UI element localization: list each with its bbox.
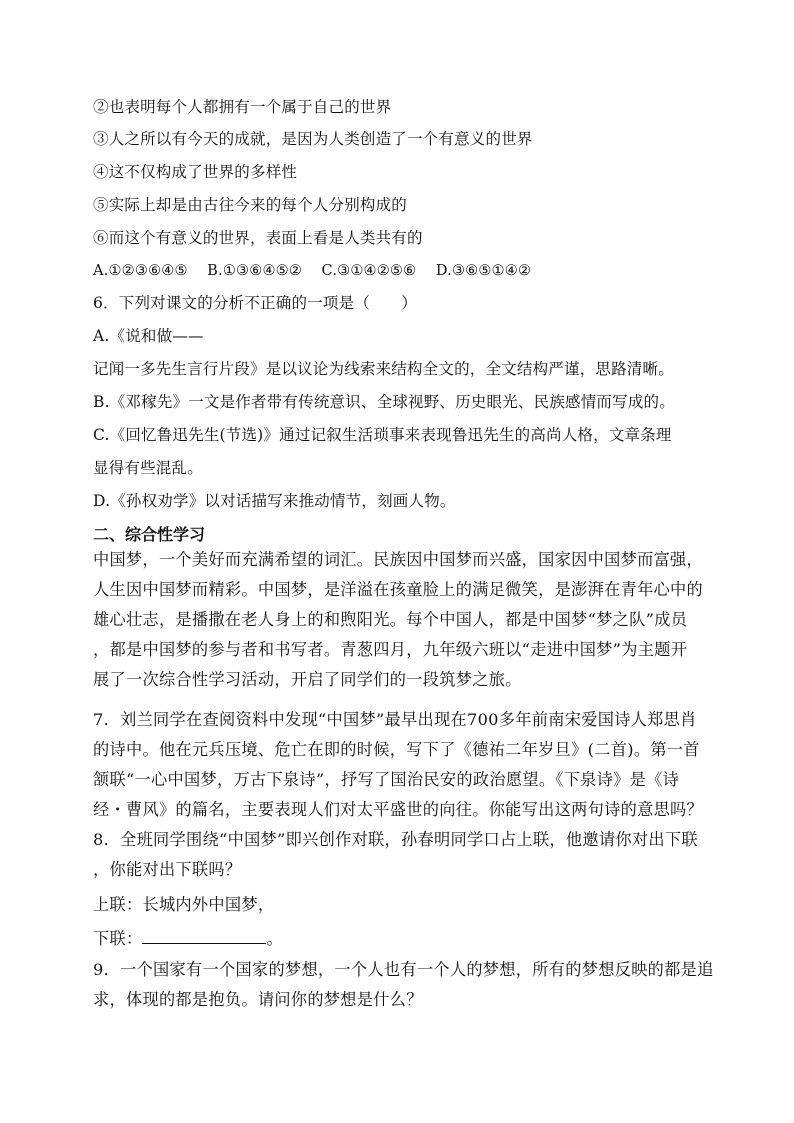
couplet-upper-line: 上联：长城内外中国梦， <box>93 895 275 914</box>
question-7-line-1: 7．刘兰同学在查阅资料中发现“中国梦”最早出现在700多年前南宋爱国诗人郑思肖 <box>93 710 697 729</box>
intro-line-1: 中国梦，一个美好而充满希望的词汇。民族因中国梦而兴盛，国家因中国梦而富强， <box>93 550 704 569</box>
section-heading-comprehensive-learning: 二、综合性学习 <box>93 525 206 544</box>
couplet-lower-line <box>93 924 705 954</box>
sentence-option-4: ④这不仅构成了世界的多样性 <box>93 163 298 181</box>
question-6-stem: 6．下列对课文的分析不正确的一项是（ ） <box>93 294 418 312</box>
answer-blank[interactable] <box>142 929 266 944</box>
question-6-option-b: B.《邓稼先》一文是作者带有传统意识、全球视野、历史眼光、民族感情而写成的。 <box>93 393 675 411</box>
sentence-option-6: ⑥而这个有意义的世界，表面上看是人类共有的 <box>93 229 423 247</box>
question-9-line-2: 求，体现的都是抱负。请问你的梦想是什么？ <box>93 990 423 1009</box>
question-6-option-a-line2: 记闻一多先生言行片段》是以议论为线索来结构全文的，全文结构严谨，思路清晰。 <box>93 360 674 378</box>
question-7-line-4: 经・曹风》的篇名，主要表现人们对太平盛世的向往。你能写出这两句诗的意思吗？ <box>93 800 704 819</box>
question-7-line-3: 颔联“一心中国梦，万古下泉诗”，抒写了国治民安的政治愿望。《下泉诗》是《诗 <box>93 770 680 789</box>
intro-line-2: 人生因中国梦而精彩。中国梦，是洋溢在孩童脸上的满足微笑，是澎湃在青年心中的 <box>93 580 704 599</box>
question-8-line-1: 8．全班同学围绕“中国梦”即兴创作对联，孙春明同学口占上联，他邀请你对出下联 <box>93 830 698 849</box>
question-7-line-2: 的诗中。他在元兵压境、危亡在即的时候，写下了《德祐二年岁旦》(二首)。第一首 <box>93 740 700 759</box>
question-6-option-d: D.《孙权劝学》以对话描写来推动情节，刻画人物。 <box>93 492 456 510</box>
question-6-option-c-line1: C.《回忆鲁迅先生(节选)》通过记叙生活琐事来表现鲁迅先生的高尚人格，文章条理 <box>93 426 672 444</box>
question-6-option-a-line1: A.《说和做—— <box>93 327 204 345</box>
intro-line-3: 雄心壮志，是播撒在老人身上的和煦阳光。每个中国人，都是中国梦“梦之队”成员 <box>93 610 688 629</box>
order-answer-choices: A.①②③⑥④⑤ B.①③⑥④⑤② C.③①④②⑤⑥ D.③⑥⑤①④② <box>93 263 532 279</box>
intro-line-4: ，都是中国梦的参与者和书写者。青葱四月，九年级六班以“走进中国梦”为主题开 <box>93 640 688 659</box>
sentence-option-2: ②也表明每个人都拥有一个属于自己的世界 <box>93 98 392 116</box>
couplet-lower-end: 。 <box>266 929 283 948</box>
sentence-option-3: ③人之所以有今天的成就，是因为人类创造了一个有意义的世界 <box>93 130 533 148</box>
question-6-option-c-line2: 显得有些混乱。 <box>93 459 203 477</box>
intro-line-5: 展了一次综合性学习活动，开启了同学们的一段筑梦之旅。 <box>93 670 522 689</box>
couplet-lower-label: 下联： <box>93 929 143 948</box>
sentence-option-5: ⑤实际上却是由古往今来的每个人分别构成的 <box>93 196 408 214</box>
question-9-line-1: 9．一个国家有一个国家的梦想，一个人也有一个人的梦想，所有的梦想反映的都是追 <box>93 960 714 979</box>
question-8-line-2: ，你能对出下联吗？ <box>93 860 242 879</box>
